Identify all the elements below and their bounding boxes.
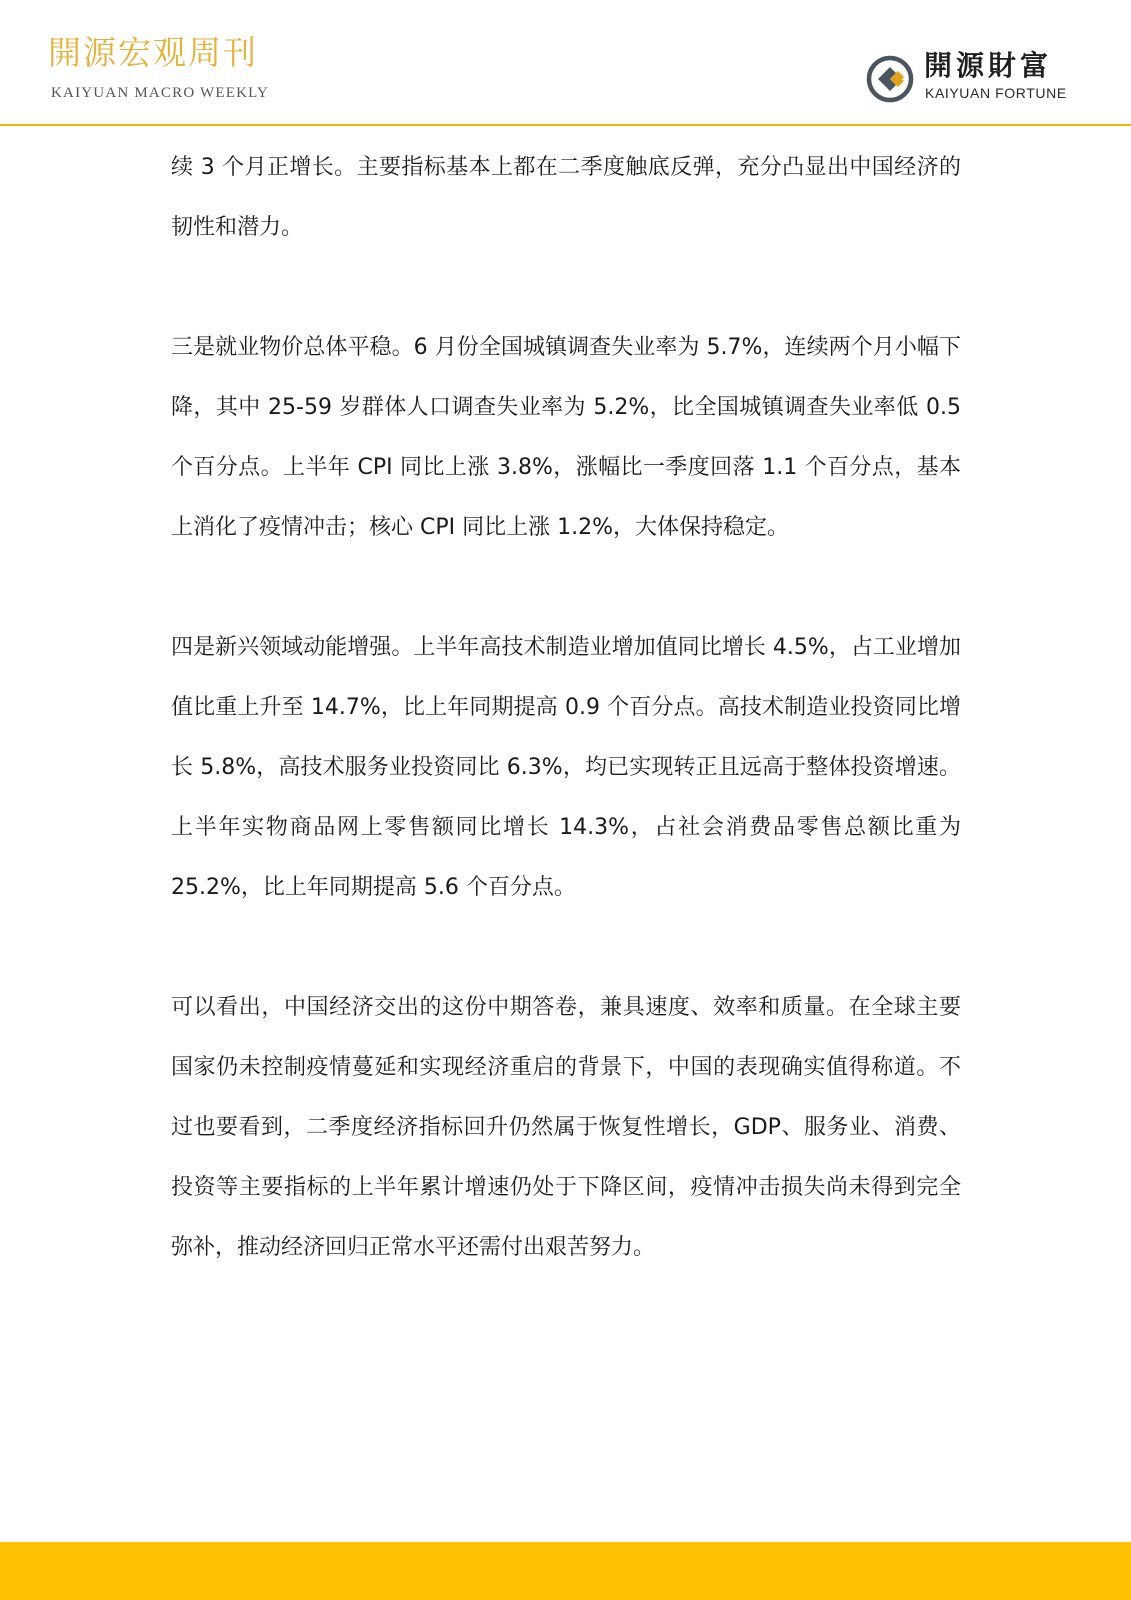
brand-title: 開源宏观周刊 <box>48 33 258 72</box>
page-header <box>0 0 1131 126</box>
logo-name: 開源財富 <box>924 49 1053 82</box>
paragraph: 可以看出，中国经济交出的这份中期答卷，兼具速度、效率和质量。在全球主要国家仍未控制疫情蔓延和实现经济重启的背景下，中国的表现确实值得称道。不过也要看到，二季度经济指标回升仍然属于恢复性增长，GDP、服务业、消费、投资等主要指标的上半年累计增速仍处于下降区间，疫情冲击损失尚未得到完全弥补，推动经济回归正常水平还需付出艰苦努力。 <box>171 995 961 1260</box>
paragraph-spacer <box>171 918 961 978</box>
brand-subtitle: KAIYUAN MACRO WEEKLY <box>51 85 270 101</box>
paragraph-spacer <box>171 558 961 618</box>
logo-name-en: KAIYUAN FORTUNE <box>925 85 1067 101</box>
company-logo <box>866 49 1081 106</box>
footer-bar <box>0 1542 1131 1600</box>
paragraph: 三是就业物价总体平稳。6 月份全国城镇调查失业率为 5.7%，连续两个月小幅下降，其中 25-59 岁群体人口调查失业率为 5.2%，比全国城镇调查失业率低 0.5 个百分点。上半年 CPI 同比上涨 3.8%，涨幅比一季度回落 1.1 个百分点，基本上消化了疫情冲击；核心 CPI 同比上涨 1.2%，大体保持稳定。 <box>171 335 961 540</box>
header-divider <box>0 124 1131 126</box>
paragraph-spacer <box>171 258 961 318</box>
paragraph: 四是新兴领域动能增强。上半年高技术制造业增加值同比增长 4.5%，占工业增加值比重上升至 14.7%，比上年同期提高 0.9 个百分点。高技术制造业投资同比增长 5.8%，高技术服务业投资同比 6.3%，均已实现转正且远高于整体投资增速。上半年实物商品网上零售额同比增长 14.3%，占社会消费品零售总额比重为 25.2%，比上年同期提高 5.6 个百分点。 <box>171 635 961 900</box>
paragraph: 续 3 个月正增长。主要指标基本上都在二季度触底反弹，充分凸显出中国经济的韧性和潜力。 <box>171 155 961 240</box>
kaiyuan-logo-mark-icon <box>866 55 914 103</box>
article-body <box>171 138 961 1278</box>
